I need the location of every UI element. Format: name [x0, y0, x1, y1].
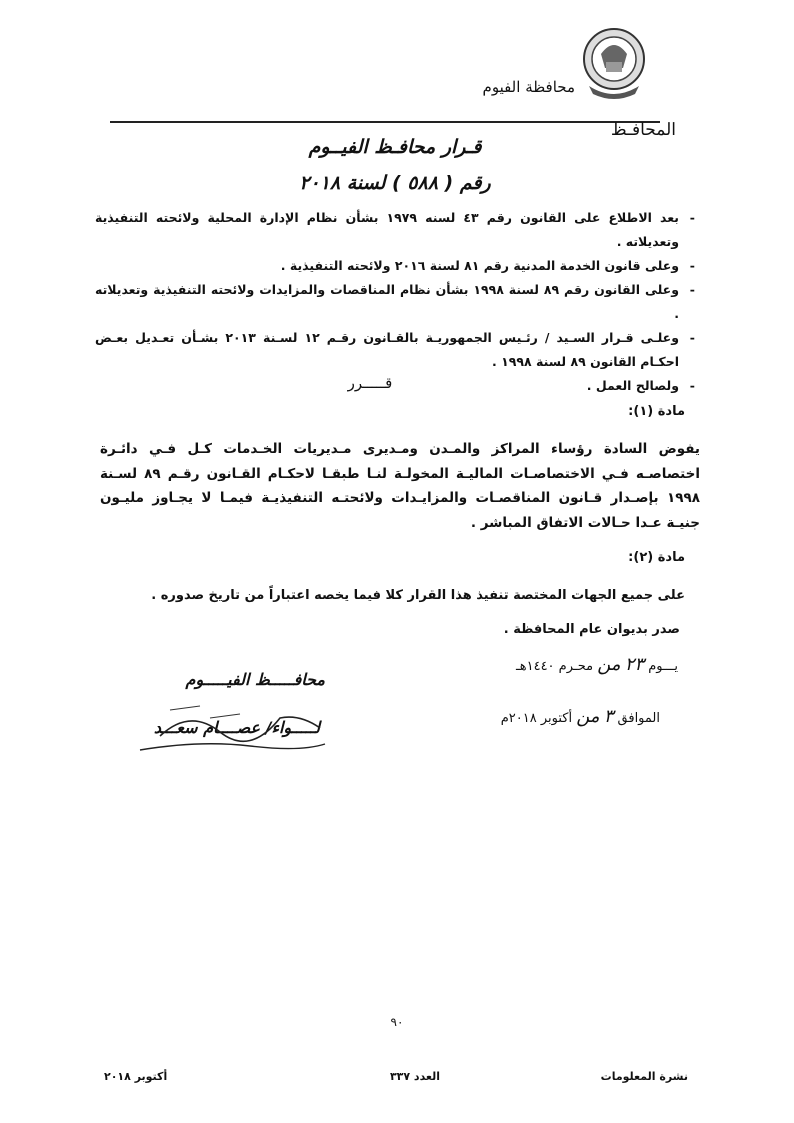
signatory-name: لـــــواء/ عصــــام سعـــد	[153, 718, 320, 737]
preamble-list	[95, 206, 695, 398]
preamble-text: بعد الاطلاع على القانون رقم ٤٣ لسنه ١٩٧٩ بشأن نظام الإدارة المحلية ولائحته التنفيذية وتعديلاته .	[95, 210, 679, 249]
greg-month-year: أكتوبر ٢٠١٨م	[500, 711, 573, 726]
bullet-mark: -	[689, 210, 695, 225]
preamble-text: ولصالح العمل .	[586, 378, 679, 393]
decision-number: رقم ( ٥٨٨ ) لسنة ٢٠١٨	[299, 172, 491, 194]
greg-from-handwritten: من	[576, 706, 600, 727]
footer-issue-number: العدد ٣٣٧	[389, 1070, 441, 1083]
handwritten-signature	[130, 688, 330, 758]
date-day-label: يـــوم	[648, 659, 678, 674]
footer-month: أكتوبر ٢٠١٨	[104, 1070, 168, 1083]
preamble-item	[95, 278, 695, 326]
article-1-text: يفوض السادة رؤساء المراكز والمـدن ومـديرى مـديريات الخـدمات كـل فـي دائـرة اختصاصـه فـي الاختصاصـات الماليـة المخولـة لنـا طبقـا لاحكـام القـانون رقـم ٨٩ لسـنة ١٩٩٨ بإصـدار قـانون المناقصـات والمزايـدات ولائحتـه التنفيذيـة فيمـا لا يجـاوز مليـون جنيـة عـدا حـالات الاتفاق المباشر .	[100, 441, 700, 531]
footer-bulletin-name: نشرة المعلومات	[600, 1070, 688, 1083]
hijri-day-handwritten: ٢٣	[624, 654, 645, 675]
greg-day-handwritten: ٣	[603, 706, 614, 727]
bullet-mark: -	[689, 258, 695, 273]
preamble-text: وعلى القانون رقم ٨٩ لسنة ١٩٩٨ بشأن نظام المناقصات والمزايدات ولائحته التنفيذية وتعديلاته .	[95, 282, 679, 321]
signature-title: محافـــــظ الفيـــــوم	[185, 670, 325, 689]
gregorian-date	[420, 706, 660, 727]
bullet-mark: -	[689, 282, 695, 297]
issued-statement: صدر بديوان عام المحافظة .	[503, 622, 680, 637]
governorate-name: محافظة الفيوم	[482, 78, 575, 96]
preamble-item	[95, 254, 695, 278]
decided-heading: قـــــرر	[347, 374, 393, 392]
preamble-text: وعلـى قـرار السـيد / رئـيس الجمهوريـة بالقـانون رقـم ١٢ لسـنة ٢٠١٣ بشـأن تعـديل بعـض احكـام القانون ٨٩ لسنة ١٩٩٨ .	[95, 330, 679, 369]
bullet-mark: -	[689, 378, 695, 393]
preamble-text: وعلى قانون الخدمة المدنية رقم ٨١ لسنة ٢٠١٦ ولائحته التنفيذية .	[280, 258, 679, 273]
hijri-date	[430, 654, 678, 675]
decision-title: قـرار محافـظ الفيــوم	[308, 136, 482, 158]
article-2-heading: مادة (٢):	[628, 550, 685, 565]
hijri-month-year: محـرم ١٤٤٠هـ	[515, 659, 594, 674]
preamble-item	[95, 206, 695, 254]
date-corresponding-label: الموافق	[617, 711, 660, 726]
governorate-seal-logo	[579, 24, 649, 102]
article-1-heading: مادة (١):	[628, 404, 685, 419]
governor-title: المحافـظ	[610, 120, 676, 140]
bullet-mark: -	[689, 330, 695, 345]
hijri-from-handwritten: من	[597, 654, 621, 675]
page-number: ٩٠	[390, 1015, 404, 1029]
preamble-item	[95, 326, 695, 374]
article-2-text: على جميع الجهات المختصة تنفيذ هذا القرار كلا فيما يخصه اعتباراً من تاريخ صدوره .	[151, 588, 685, 603]
